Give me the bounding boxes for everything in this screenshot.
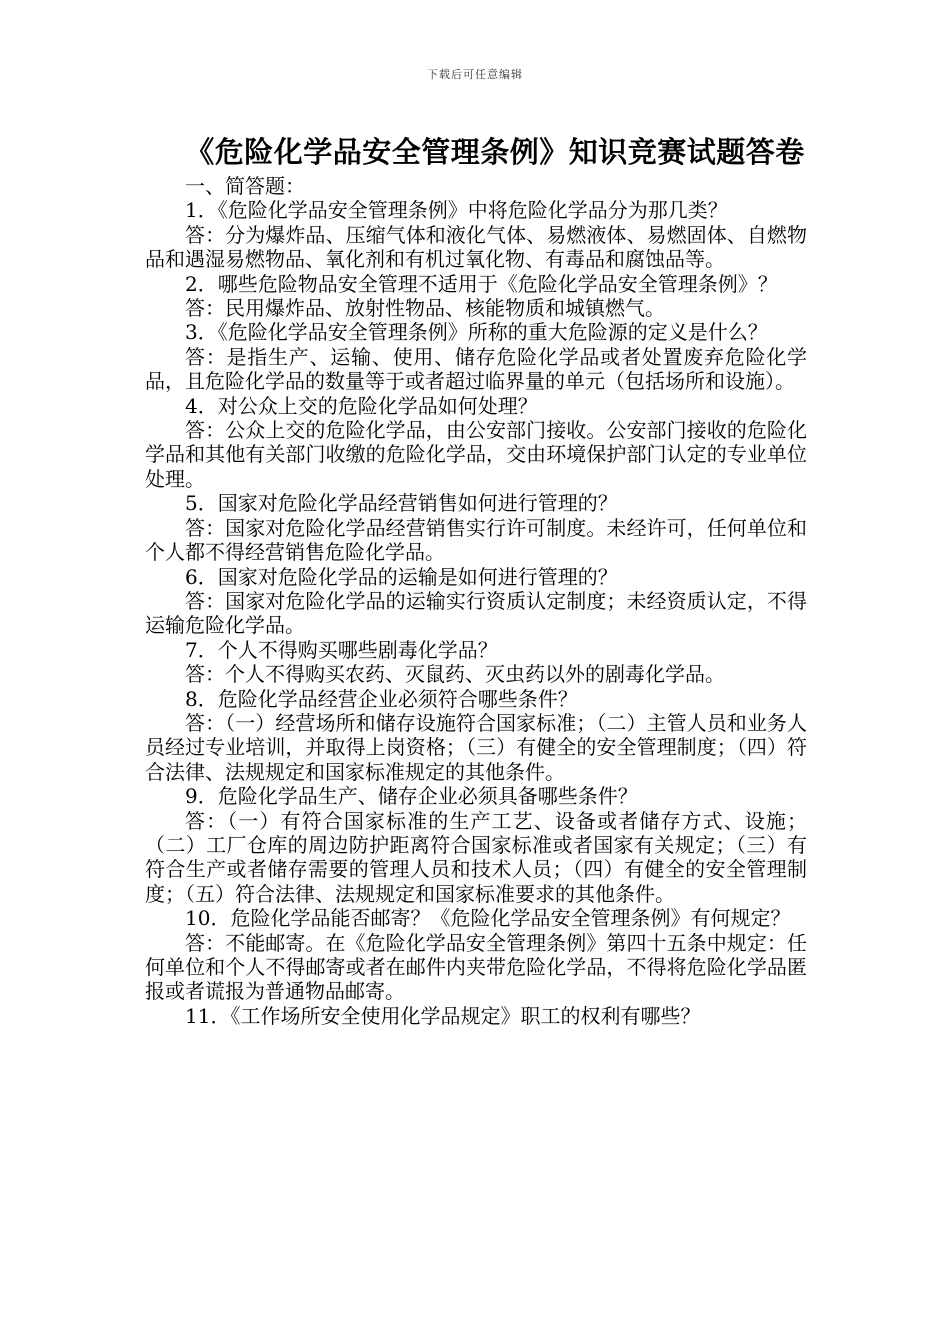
header-note: 下载后可任意编辑 (427, 68, 523, 81)
section-heading: 一、简答题： (185, 174, 305, 198)
question-6: 6．国家对危险化学品的运输是如何进行管理的？ (185, 564, 618, 589)
question-5: 5．国家对危险化学品经营销售如何进行管理的？ (185, 491, 618, 516)
question-4: 4．对公众上交的危险化学品如何处理？ (185, 393, 538, 418)
question-10: 10．危险化学品能否邮寄？《危险化学品安全管理条例》有何规定？ (185, 906, 791, 931)
answer-4: 答：公众上交的危险化学品，由公安部门接收。公安部门接收的危险化学品和其他有关部门收缴的危险化学品，交由环境保护部门认定的专业单位处理。 (145, 418, 807, 491)
answer-2: 答：民用爆炸品、放射性物品、核能物质和城镇燃气。 (185, 296, 665, 321)
question-9: 9．危险化学品生产、储存企业必须具备哪些条件？ (185, 784, 638, 809)
question-7: 7．个人不得购买哪些剧毒化学品？ (185, 637, 498, 662)
answer-8: 答：（一）经营场所和储存设施符合国家标准；（二）主管人员和业务人员经过专业培训，并取得上岗资格；（三）有健全的安全管理制度；（四）符合法律、法规规定和国家标准规定的其他条件。 (145, 710, 807, 784)
answer-5: 答：国家对危险化学品经营销售实行许可制度。未经许可，任何单位和个人都不得经营销售危险化学品。 (145, 515, 807, 565)
question-8: 8．危险化学品经营企业必须符合哪些条件？ (185, 686, 578, 711)
answer-6: 答：国家对危险化学品的运输实行资质认定制度；未经资质认定，不得运输危险化学品。 (145, 588, 807, 638)
question-11: 11．《工作场所安全使用化学品规定》职工的权利有哪些？ (185, 1003, 701, 1028)
question-3: 3．《危险化学品安全管理条例》所称的重大危险源的定义是什么？ (185, 320, 768, 345)
answer-7: 答：个人不得购买农药、灭鼠药、灭虫药以外的剧毒化学品。 (185, 662, 725, 687)
question-1: 1．《危险化学品安全管理条例》中将危险化学品分为那几类？ (185, 198, 728, 223)
document-title: 《危险化学品安全管理条例》知识竞赛试题答卷 (185, 135, 805, 169)
answer-10: 答：不能邮寄。在《危险化学品安全管理条例》第四十五条中规定：任何单位和个人不得邮寄或者在邮件内夹带危险化学品，不得将危险化学品匿报或者谎报为普通物品邮寄。 (145, 930, 807, 1004)
answer-1: 答：分为爆炸品、压缩气体和液化气体、易燃液体、易燃固体、自燃物品和遇湿易燃物品、氧化剂和有机过氧化物、有毒品和腐蚀品等。 (145, 222, 807, 272)
answer-3: 答：是指生产、运输、使用、储存危险化学品或者处置废弃危险化学品，且危险化学品的数量等于或者超过临界量的单元（包括场所和设施）。 (145, 344, 807, 394)
question-2: 2．哪些危险物品安全管理不适用于《危险化学品安全管理条例》？ (185, 271, 778, 296)
answer-9: 答：（一）有符合国家标准的生产工艺、设备或者储存方式、设施；（二）工厂仓库的周边防护距离符合国家标准或者国家有关规定；（三）有符合生产或者储存需要的管理人员和技术人员；（四）有健全的安全管理制度；（五）符合法律、法规规定和国家标准要求的其他条件。 (145, 808, 807, 906)
document-body (145, 174, 807, 1028)
